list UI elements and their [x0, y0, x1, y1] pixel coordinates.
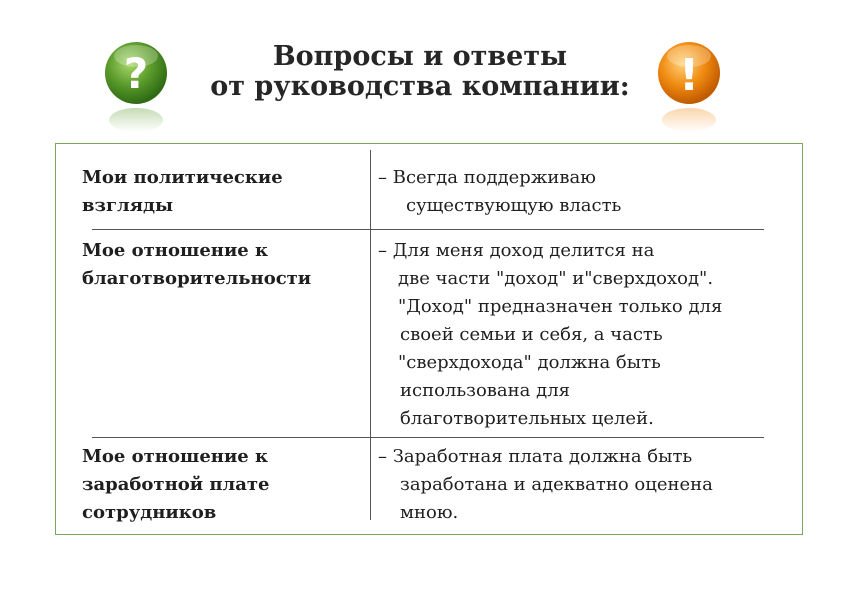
question-salary [82, 443, 270, 527]
answer-political-views [378, 164, 621, 220]
question-mark-icon [103, 40, 169, 136]
answer-line: использована для [400, 380, 570, 401]
answer-line: – Для меня доход делится на [378, 240, 655, 261]
answer-line: заработана и адекватно оценена [400, 474, 713, 495]
exclamation-mark-icon [656, 40, 722, 136]
page-title [170, 42, 670, 102]
answer-line: "Доход" предназначен только для [398, 296, 723, 317]
svg-text:!: ! [678, 50, 700, 101]
question-political-views [82, 164, 283, 220]
title-line-1: Вопросы и ответы [272, 41, 568, 72]
answer-salary [378, 443, 713, 527]
title-line-2: от руководства компании: [210, 71, 630, 102]
question-line: Мое отношение к [82, 446, 269, 467]
answer-line: – Заработная плата должна быть [378, 446, 693, 467]
answer-line: две части "доход" и"сверхдоход". [398, 268, 714, 289]
answer-line: благотворительных целей. [400, 408, 654, 429]
column-divider [370, 150, 371, 520]
question-line: сотрудников [82, 502, 217, 523]
question-line: взгляды [82, 195, 174, 216]
question-line: благотворительности [82, 268, 312, 289]
svg-text:?: ? [123, 49, 149, 98]
answer-line: мною. [400, 502, 459, 523]
answer-line: своей семьи и себя, а часть [400, 324, 663, 345]
answer-charity [378, 237, 722, 433]
row-divider-2 [92, 437, 764, 438]
question-line: Мои политические [82, 167, 283, 188]
row-divider-1 [92, 229, 764, 230]
answer-line: – Всегда поддерживаю [378, 167, 596, 188]
answer-line: "сверхдохода" должна быть [398, 352, 661, 373]
question-line: Мое отношение к [82, 240, 269, 261]
question-charity [82, 237, 311, 293]
answer-line: существующую власть [406, 195, 622, 216]
question-line: заработной плате [82, 474, 270, 495]
